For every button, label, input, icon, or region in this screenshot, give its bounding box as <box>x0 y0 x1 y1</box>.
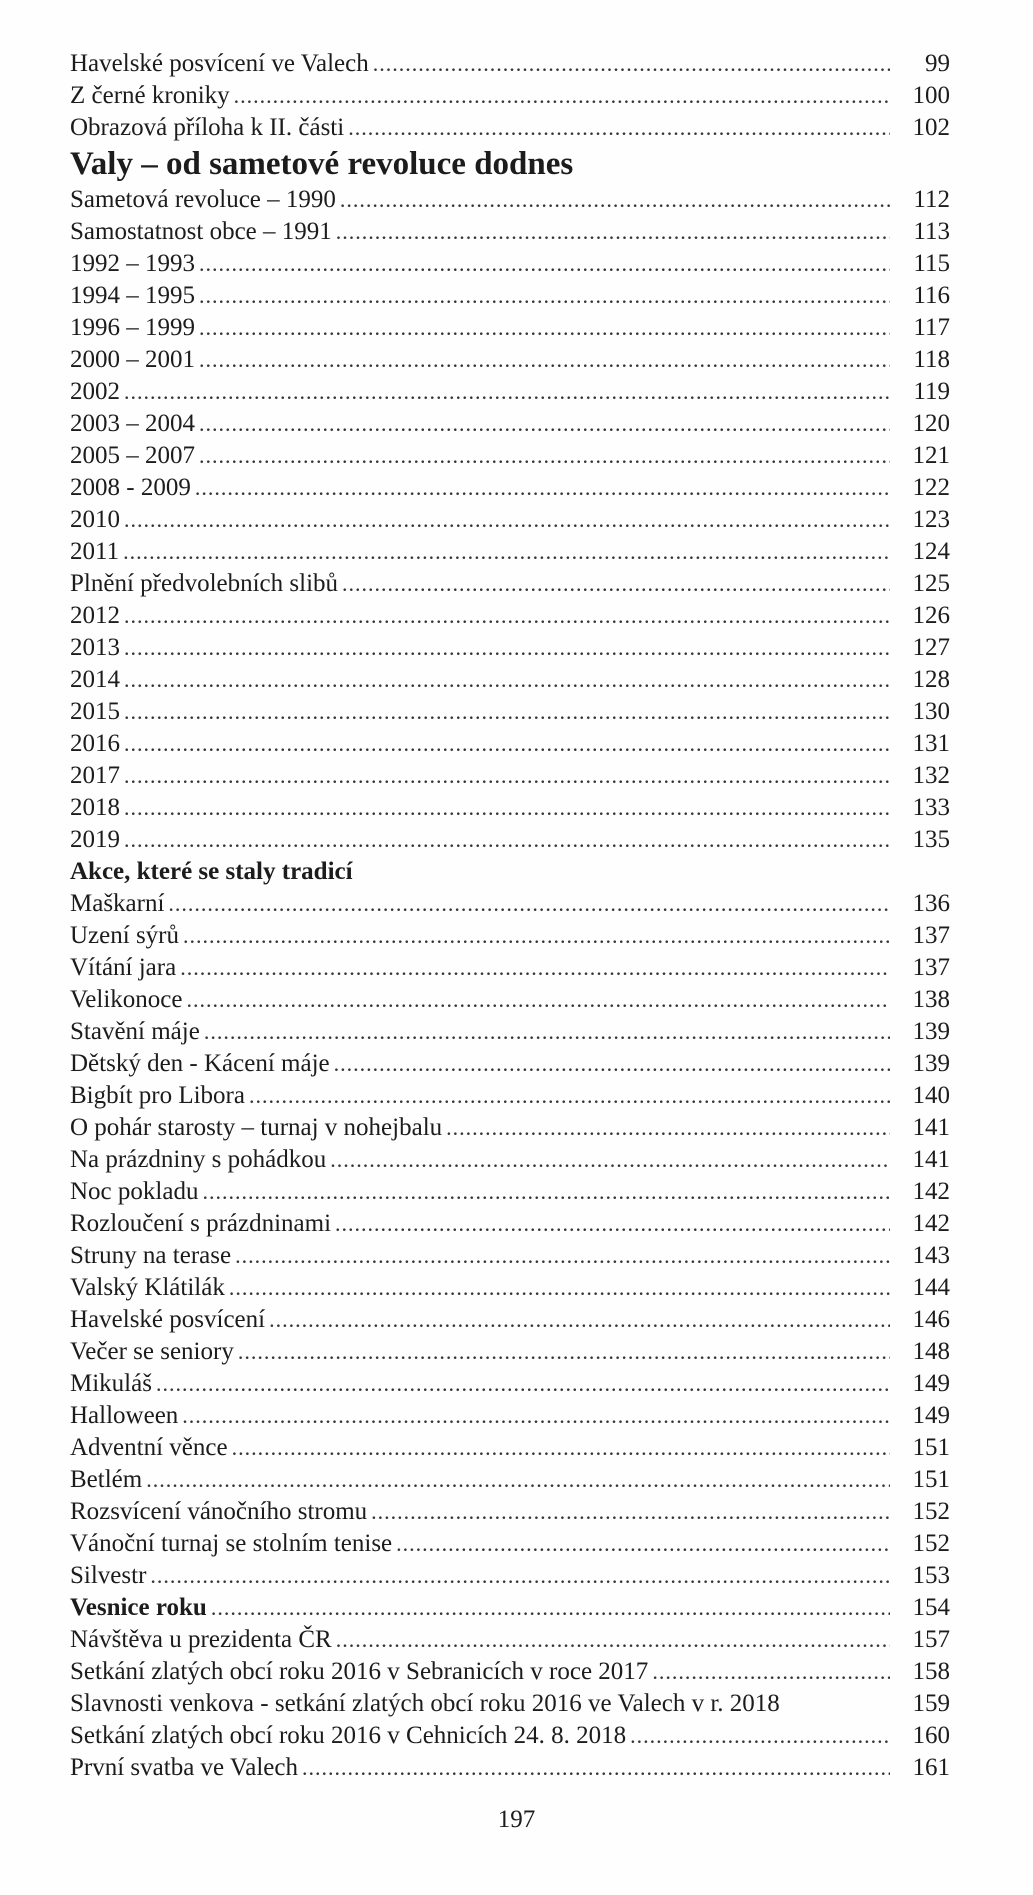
toc-entry-title: Návštěva u prezidenta ČR <box>70 1626 332 1653</box>
toc-entry <box>70 1560 950 1592</box>
toc-entry-page: 125 <box>912 570 950 597</box>
toc-entry <box>70 1240 950 1272</box>
dot-leader <box>446 1112 890 1144</box>
dot-leader <box>124 600 890 632</box>
toc-entry <box>70 600 950 632</box>
toc-group <box>70 1720 950 1784</box>
toc-entry-page: 137 <box>912 954 950 981</box>
dot-leader <box>373 48 890 80</box>
toc-entry <box>70 376 950 408</box>
toc-entry <box>70 664 950 696</box>
toc-entry-title: Silvestr <box>70 1562 147 1589</box>
toc-entry <box>70 504 950 536</box>
toc-entry <box>70 1432 950 1464</box>
toc-entry-title: 1992 – 1993 <box>70 250 195 277</box>
toc-entry <box>70 984 950 1016</box>
toc-entry-page: 113 <box>913 218 950 245</box>
toc-entry-page: 117 <box>913 314 950 341</box>
dot-leader <box>124 792 890 824</box>
dot-leader <box>124 696 890 728</box>
toc-entry-title: Rozloučení s prázdninami <box>70 1210 332 1237</box>
toc-entry-title: 2018 <box>70 794 120 821</box>
toc-entry-page: 132 <box>912 762 950 789</box>
toc-entry-title: Na prázdniny s pohádkou <box>70 1146 327 1173</box>
dot-leader <box>235 1240 890 1272</box>
dot-leader <box>180 952 890 984</box>
toc-entry-title: Samostatnost obce – 1991 <box>70 218 332 245</box>
toc-entry-page: 143 <box>912 1242 950 1269</box>
dot-leader <box>652 1656 890 1688</box>
dot-leader <box>630 1720 890 1752</box>
dot-leader <box>124 376 890 408</box>
toc-entry-title: Noc pokladu <box>70 1178 199 1205</box>
toc-entry-page: 139 <box>912 1050 950 1077</box>
toc-entry <box>70 1208 950 1240</box>
toc-entry <box>70 248 950 280</box>
toc-entry <box>70 440 950 472</box>
toc-entry-page: 140 <box>912 1082 950 1109</box>
toc-entry-page: 136 <box>912 890 950 917</box>
toc-entry-page: 161 <box>912 1754 950 1781</box>
toc-entry-page: 120 <box>912 410 950 437</box>
toc-entry <box>70 312 950 344</box>
toc-entry-title: Obrazová příloha k II. části <box>70 114 345 141</box>
toc-entry-page: 123 <box>912 506 950 533</box>
toc-entry <box>70 536 950 568</box>
toc-entry-title: Plnění předvolebních slibů <box>70 570 339 597</box>
toc-entry-page: 151 <box>912 1434 950 1461</box>
dot-leader <box>229 1272 890 1304</box>
toc-entry-title: 2005 – 2007 <box>70 442 195 469</box>
dot-leader <box>302 1752 890 1784</box>
toc-entry-title: 2012 <box>70 602 120 629</box>
toc-entry <box>70 824 950 856</box>
toc-entry <box>70 1016 950 1048</box>
toc-entry <box>70 1304 950 1336</box>
dot-leader <box>334 1048 890 1080</box>
toc-entry <box>70 1144 950 1176</box>
toc-entry-title: Slavnosti venkova - setkání zlatých obcí roku 2016 ve Valech v r. 2018 <box>70 1690 780 1717</box>
toc-entry <box>70 48 950 80</box>
dot-leader <box>211 1592 890 1624</box>
toc-entry-page: 152 <box>912 1530 950 1557</box>
toc-entry-page: 137 <box>912 922 950 949</box>
toc-entry <box>70 728 950 760</box>
section-heading-valy: Valy – od sametové revoluce dodnes <box>70 146 574 182</box>
toc-entry-page: 100 <box>912 82 950 109</box>
toc-entry-page: 131 <box>912 730 950 757</box>
toc-entry-title: Valský Klátilák <box>70 1274 225 1301</box>
toc-entry-title: Havelské posvícení ve Valech <box>70 50 369 77</box>
toc-entry <box>70 112 950 144</box>
toc-entry-title: Mikuláš <box>70 1370 152 1397</box>
toc-entry-title: Bigbít pro Libora <box>70 1082 245 1109</box>
dot-leader <box>199 408 890 440</box>
toc-entry-title: 2000 – 2001 <box>70 346 195 373</box>
table-of-contents <box>70 48 950 1784</box>
toc-entry-page: 158 <box>912 1658 950 1685</box>
toc-entry <box>70 1112 950 1144</box>
toc-entry <box>70 1048 950 1080</box>
dot-leader <box>348 112 890 144</box>
toc-entry-page: 144 <box>912 1274 950 1301</box>
toc-entry-page: 141 <box>912 1114 950 1141</box>
toc-entry-title: Struny na terase <box>70 1242 232 1269</box>
toc-entry <box>70 760 950 792</box>
toc-entry-page: 152 <box>912 1498 950 1525</box>
toc-entry-title: Halloween <box>70 1402 179 1429</box>
toc-entry <box>70 1656 950 1688</box>
dot-leader <box>342 568 890 600</box>
dot-leader <box>204 1016 890 1048</box>
toc-entry-title: 2014 <box>70 666 120 693</box>
toc-entry-page: 124 <box>912 538 950 565</box>
toc-entry-title: Uzení sýrů <box>70 922 179 949</box>
toc-entry-title: Betlém <box>70 1466 143 1493</box>
dot-leader <box>124 824 890 856</box>
toc-entry-page: 122 <box>912 474 950 501</box>
dot-leader <box>335 1208 890 1240</box>
toc-entry <box>70 952 950 984</box>
toc-entry-page: 159 <box>912 1690 950 1717</box>
toc-entry <box>70 1400 950 1432</box>
toc-entry <box>70 1272 950 1304</box>
dot-leader <box>249 1080 890 1112</box>
toc-entry-page: 146 <box>912 1306 950 1333</box>
toc-entry-slavnosti <box>70 1688 950 1720</box>
toc-entry-title: 2008 - 2009 <box>70 474 191 501</box>
dot-leader <box>186 984 890 1016</box>
toc-entry <box>70 696 950 728</box>
toc-entry <box>70 80 950 112</box>
toc-entry <box>70 1496 950 1528</box>
dot-leader <box>234 80 890 112</box>
toc-entry <box>70 1080 950 1112</box>
toc-entry-title: 1994 – 1995 <box>70 282 195 309</box>
dot-leader <box>238 1336 890 1368</box>
toc-entry-title: Z černé kroniky <box>70 82 230 109</box>
dot-leader <box>156 1368 890 1400</box>
toc-group <box>70 48 950 144</box>
dot-leader <box>396 1528 890 1560</box>
toc-entry-page: 130 <box>912 698 950 725</box>
toc-entry <box>70 1368 950 1400</box>
toc-entry-title: 2015 <box>70 698 120 725</box>
toc-entry-title: Rozsvícení vánočního stromu <box>70 1498 368 1525</box>
toc-entry-page: 148 <box>912 1338 950 1365</box>
dot-leader <box>199 344 890 376</box>
toc-entry <box>70 216 950 248</box>
toc-entry-title: Stavění máje <box>70 1018 200 1045</box>
dot-leader <box>202 1176 890 1208</box>
toc-entry-title: Dětský den - Kácení máje <box>70 1050 330 1077</box>
toc-entry-title: 2016 <box>70 730 120 757</box>
toc-entry-page: 116 <box>913 282 950 309</box>
toc-entry-title: Setkání zlatých obcí roku 2016 v Sebranicích v roce 2017 <box>70 1658 649 1685</box>
dot-leader <box>330 1144 890 1176</box>
toc-entry-page: 142 <box>912 1210 950 1237</box>
toc-entry-page: 99 <box>925 50 950 77</box>
toc-entry <box>70 1176 950 1208</box>
toc-entry-page: 121 <box>912 442 950 469</box>
toc-entry-page: 138 <box>912 986 950 1013</box>
dot-leader <box>124 632 890 664</box>
toc-entry-title: Vánoční turnaj se stolním tenise <box>70 1530 393 1557</box>
toc-entry <box>70 408 950 440</box>
dot-leader <box>168 888 890 920</box>
dot-leader <box>336 1624 890 1656</box>
toc-entry-title: První svatba ve Valech <box>70 1754 298 1781</box>
dot-leader <box>146 1464 890 1496</box>
page-number: 197 <box>497 1806 536 1833</box>
toc-entry-page: 149 <box>912 1370 950 1397</box>
toc-entry-vesnice-roku <box>70 1592 950 1624</box>
toc-entry-title: 2017 <box>70 762 120 789</box>
toc-entry-page: 149 <box>912 1402 950 1429</box>
toc-entry-page: 160 <box>912 1722 950 1749</box>
toc-entry-title: Vesnice roku <box>70 1594 207 1621</box>
dot-leader <box>195 472 890 504</box>
toc-entry-page: 142 <box>912 1178 950 1205</box>
toc-entry <box>70 1528 950 1560</box>
toc-entry-page: 119 <box>913 378 950 405</box>
toc-entry-title: 2003 – 2004 <box>70 410 195 437</box>
toc-entry <box>70 632 950 664</box>
toc-entry-page: 115 <box>913 250 950 277</box>
toc-entry <box>70 568 950 600</box>
toc-entry-page: 133 <box>912 794 950 821</box>
toc-entry <box>70 1336 950 1368</box>
toc-entry-page: 153 <box>912 1562 950 1589</box>
dot-leader <box>150 1560 890 1592</box>
toc-group <box>70 1624 950 1688</box>
toc-entry <box>70 472 950 504</box>
toc-entry-title: Večer se seniory <box>70 1338 234 1365</box>
toc-group <box>70 184 950 856</box>
dot-leader <box>199 280 890 312</box>
toc-entry-title: 2010 <box>70 506 120 533</box>
dot-leader <box>199 248 890 280</box>
toc-entry-page: 127 <box>912 634 950 661</box>
toc-entry-title: 1996 – 1999 <box>70 314 195 341</box>
toc-entry <box>70 1624 950 1656</box>
dot-leader <box>340 184 890 216</box>
section-heading-akce: Akce, které se staly tradicí <box>70 858 353 885</box>
toc-entry-page: 141 <box>912 1146 950 1173</box>
dot-leader <box>123 536 890 568</box>
dot-leader <box>371 1496 890 1528</box>
toc-entry-title: 2013 <box>70 634 120 661</box>
toc-entry-title: Velikonoce <box>70 986 183 1013</box>
toc-entry-title: Sametová revoluce – 1990 <box>70 186 336 213</box>
toc-entry-title: O pohár starosty – turnaj v nohejbalu <box>70 1114 443 1141</box>
dot-leader <box>199 440 890 472</box>
dot-leader <box>232 1432 890 1464</box>
toc-entry <box>70 1720 950 1752</box>
toc-entry-page: 102 <box>912 114 950 141</box>
toc-entry <box>70 792 950 824</box>
toc-entry-title: Vítání jara <box>70 954 177 981</box>
toc-entry-page: 135 <box>912 826 950 853</box>
dot-leader <box>124 760 890 792</box>
toc-entry <box>70 920 950 952</box>
toc-entry-title: Maškarní <box>70 890 165 917</box>
toc-group <box>70 888 950 1592</box>
dot-leader <box>199 312 890 344</box>
toc-entry-page: 118 <box>913 346 950 373</box>
toc-entry <box>70 1752 950 1784</box>
dot-leader <box>124 728 890 760</box>
toc-entry-title: 2011 <box>70 538 120 565</box>
toc-entry-title: Adventní věnce <box>70 1434 228 1461</box>
dot-leader <box>182 1400 890 1432</box>
toc-entry-title: Havelské posvícení <box>70 1306 266 1333</box>
toc-entry <box>70 184 950 216</box>
toc-entry-page: 151 <box>912 1466 950 1493</box>
dot-leader <box>183 920 890 952</box>
toc-entry <box>70 1464 950 1496</box>
toc-entry <box>70 280 950 312</box>
toc-entry-page: 154 <box>912 1594 950 1621</box>
toc-entry-title: 2002 <box>70 378 120 405</box>
toc-entry <box>70 888 950 920</box>
toc-entry-title: Setkání zlatých obcí roku 2016 v Cehnicích 24. 8. 2018 <box>70 1722 627 1749</box>
toc-entry-page: 128 <box>912 666 950 693</box>
toc-entry-page: 139 <box>912 1018 950 1045</box>
toc-entry <box>70 344 950 376</box>
toc-entry-page: 112 <box>913 186 950 213</box>
dot-leader <box>269 1304 890 1336</box>
dot-leader <box>336 216 890 248</box>
toc-entry-title: 2019 <box>70 826 120 853</box>
dot-leader <box>124 504 890 536</box>
toc-entry-page: 126 <box>912 602 950 629</box>
dot-leader <box>124 664 890 696</box>
toc-entry-page: 157 <box>912 1626 950 1653</box>
